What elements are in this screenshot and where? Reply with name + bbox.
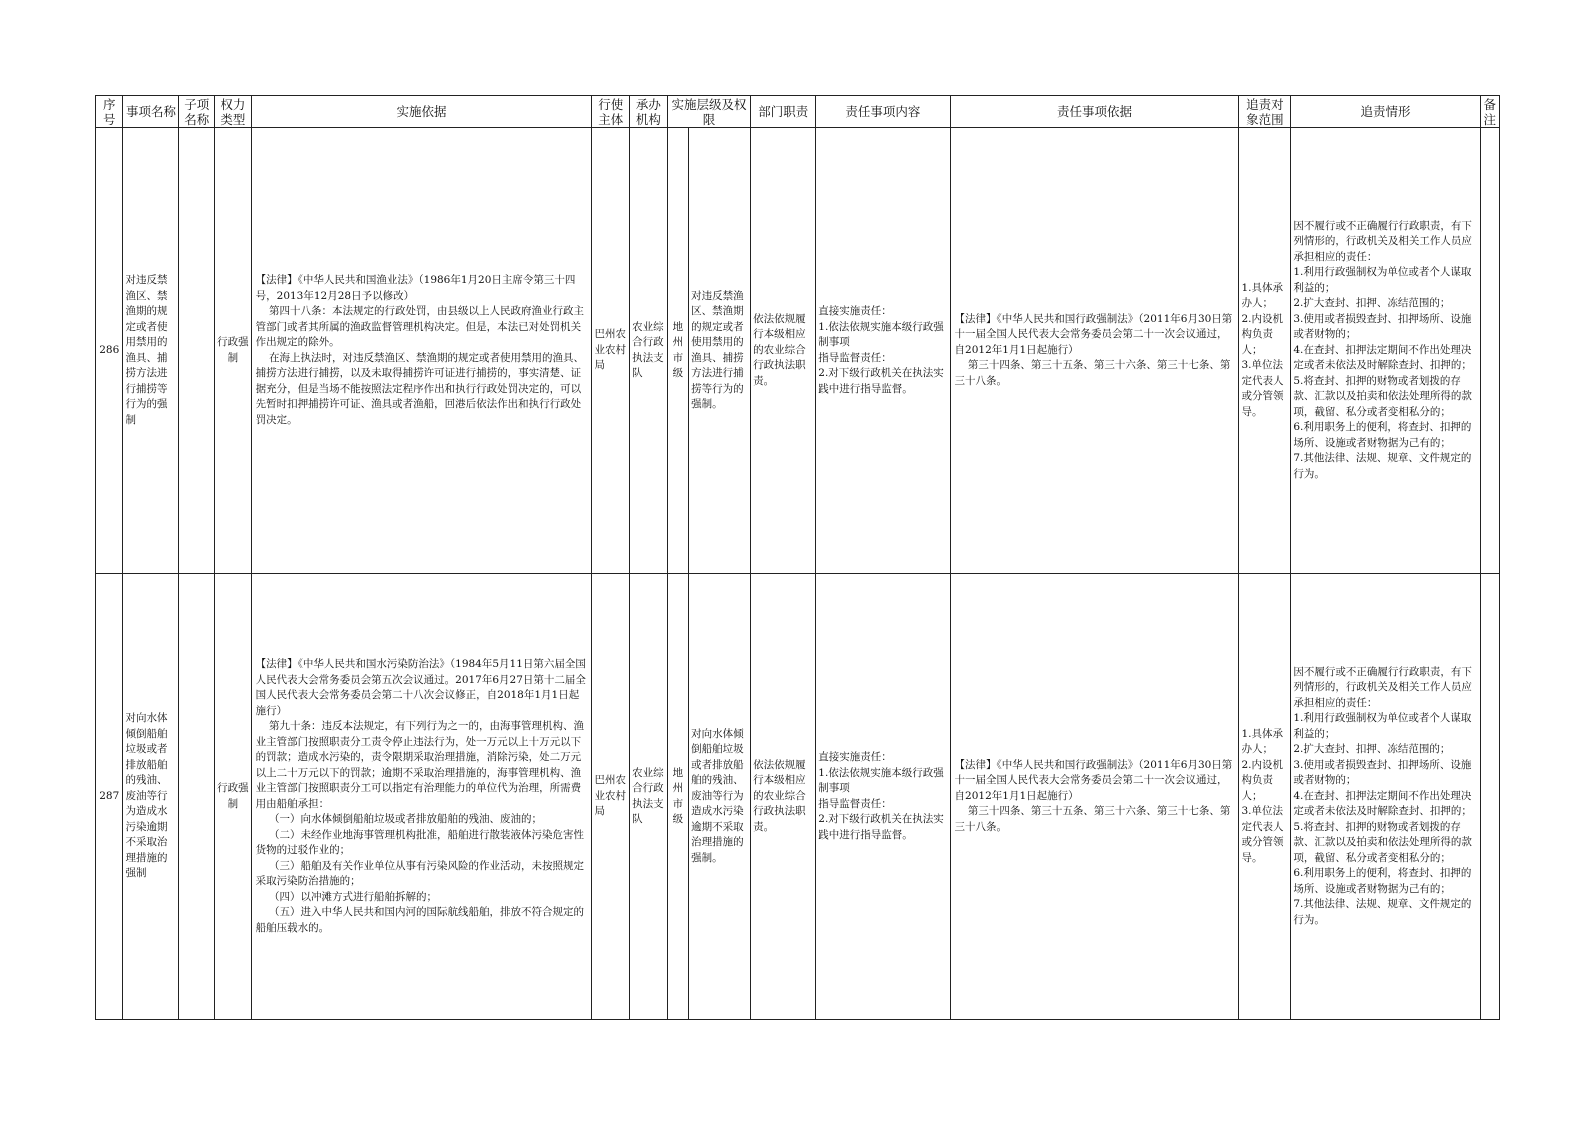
row-cases: 因不履行或不正确履行行政职责，有下列情形的，行政机关及相关工作人员应承担相应的责任： 1.利用行政强制权为单位或者个人谋取利益的； 2.扩大查封、扣押、冻结范围的； 3.使用或者损毁查封、扣押场所、设施或者财物的； 4.在查封、扣押法定期间不作出处理决定或者未依法及时解除查封、扣押的； 5.将查封、扣押的财物或者划拨的存款、汇款以及拍卖和依法处理所得的款项，截留、私分或者变相私分的； 6.利用职务上的便利，将查封、扣押的场所、设施或者财物据为己有的； 7.其他法律、法规、规章、文件规定的行为。: [1291, 574, 1480, 1020]
row-seq: 287: [96, 574, 123, 1020]
row-sub-name: [179, 128, 215, 574]
row-note: [1480, 574, 1499, 1020]
row-duty: 依法依规履行本级相应的农业综合行政执法职责。: [751, 128, 816, 574]
row-subject: 巴州农业农村局: [592, 128, 630, 574]
header-duty: 部门职责: [751, 96, 816, 128]
row-basis: 【法律】《中华人民共和国水污染防治法》（1984年5月11日第六届全国人民代表大会常务委员会第五次会议通过。2017年6月27日第十二届全国人民代表大会常务委员会第二十八次会议修正，自2018年1月1日起施行） 第九十条：违反本法规定，有下列行为之一的，由海事管理机构、渔业主管部门按照职责分工责令停止违法行为，处一万元以上十万元以下的罚款；造成水污染的，责令限期采取治理措施，消除污染，处二万元以上二十万元以下的罚款；逾期不采取治理措施的，海事管理机构、渔业主管部门按照职责分工可以指定有治理能力的单位代为治理，所需费用由船舶承担： （一）向水体倾倒船舶垃圾或者排放船舶的残油、废油的； （二）未经作业地海事管理机构批准，船舶进行散装液体污染危害性货物的过驳作业的； （三）船舶及有关作业单位从事有污染风险的作业活动，未按照规定采取污染防治措施的； （四）以冲滩方式进行船舶拆解的； （五）进入中华人民共和国内河的国际航线船舶，排放不符合规定的船舶压载水的。: [251, 574, 592, 1020]
row-scope: 1.具体承办人； 2.内设机构负责人； 3.单位法定代表人或分管领导。: [1239, 574, 1291, 1020]
row-content: 直接实施责任： 1.依法依规实施本级行政强制事项 指导监督责任： 2.对下级行政机关在执法实践中进行指导监督。: [816, 128, 950, 574]
row-duty: 依法依规履行本级相应的农业综合行政执法职责。: [751, 574, 816, 1020]
row-authority: 对违反禁渔区、禁渔期的规定或者使用禁用的渔具、捕捞方法进行捕捞等行为的强制。: [689, 128, 751, 574]
header-scope: 追责对象范围: [1239, 96, 1291, 128]
row-resp-basis: 【法律】《中华人民共和国行政强制法》（2011年6月30日第十一届全国人民代表大会常务委员会第二十一次会议通过，自2012年1月1日起施行） 第三十四条、第三十五条、第三十六条、第三十七条、第三十八条。: [950, 574, 1239, 1020]
table-row: [96, 574, 1500, 1020]
table-row: [96, 128, 1500, 574]
row-resp-basis: 【法律】《中华人民共和国行政强制法》（2011年6月30日第十一届全国人民代表大会常务委员会第二十一次会议通过，自2012年1月1日起施行） 第三十四条、第三十五条、第三十六条、第三十七条、第三十八条。: [950, 128, 1239, 574]
row-seq: 286: [96, 128, 123, 574]
row-cases: 因不履行或不正确履行行政职责，有下列情形的，行政机关及相关工作人员应承担相应的责任： 1.利用行政强制权为单位或者个人谋取利益的； 2.扩大查封、扣押、冻结范围的； 3.使用或者损毁查封、扣押场所、设施或者财物的； 4.在查封、扣押法定期间不作出处理决定或者未依法及时解除查封、扣押的； 5.将查封、扣押的财物或者划拨的存款、汇款以及拍卖和依法处理所得的款项，截留、私分或者变相私分的； 6.利用职务上的便利，将查封、扣押的场所、设施或者财物据为己有的； 7.其他法律、法规、规章、文件规定的行为。: [1291, 128, 1480, 574]
header-seq: 序号: [96, 96, 123, 128]
row-level: 地州市级: [667, 128, 688, 574]
header-content: 责任事项内容: [816, 96, 950, 128]
row-item-name: 对向水体倾倒船舶垃圾或者排放船舶的残油、废油等行为造成水污染逾期不采取治理措施的强制: [123, 574, 179, 1020]
row-power-type: 行政强制: [215, 128, 252, 574]
header-resp-basis: 责任事项依据: [950, 96, 1239, 128]
header-org: 承办机构: [630, 96, 668, 128]
row-sub-name: [179, 574, 215, 1020]
row-note: [1480, 128, 1499, 574]
row-scope: 1.具体承办人； 2.内设机构负责人； 3.单位法定代表人或分管领导。: [1239, 128, 1291, 574]
header-row: [96, 96, 1500, 128]
header-note: 备注: [1480, 96, 1499, 128]
row-item-name: 对违反禁渔区、禁渔期的规定或者使用禁用的渔具、捕捞方法进行捕捞等行为的强制: [123, 128, 179, 574]
row-basis: 【法律】《中华人民共和国渔业法》（1986年1月20日主席令第三十四号，2013年12月28日予以修改） 第四十八条：本法规定的行政处罚，由县级以上人民政府渔业行政主管部门或者其所属的渔政监督管理机构决定。但是，本法已对处罚机关作出规定的除外。 在海上执法时，对违反禁渔区、禁渔期的规定或者使用禁用的渔具、捕捞方法进行捕捞，以及未取得捕捞许可证进行捕捞的，事实清楚、证据充分，但是当场不能按照法定程序作出和执行行政处罚决定的，可以先暂时扣押捕捞许可证、渔具或者渔船，回港后依法作出和执行行政处罚决定。: [251, 128, 592, 574]
header-basis: 实施依据: [251, 96, 592, 128]
row-org: 农业综合行政执法支队: [630, 574, 668, 1020]
header-name: 事项名称: [123, 96, 179, 128]
header-cases: 追责情形: [1291, 96, 1480, 128]
row-authority: 对向水体倾倒船舶垃圾或者排放船舶的残油、废油等行为造成水污染逾期不采取治理措施的强制。: [689, 574, 751, 1020]
row-org: 农业综合行政执法支队: [630, 128, 668, 574]
row-level: 地州市级: [667, 574, 688, 1020]
row-subject: 巴州农业农村局: [592, 574, 630, 1020]
row-power-type: 行政强制: [215, 574, 252, 1020]
responsibility-table: [95, 95, 1500, 1020]
row-content: 直接实施责任： 1.依法依规实施本级行政强制事项 指导监督责任： 2.对下级行政机关在执法实践中进行指导监督。: [816, 574, 950, 1020]
header-subject: 行使主体: [592, 96, 630, 128]
header-type: 权力类型: [215, 96, 252, 128]
header-level: 实施层级及权限: [667, 96, 750, 128]
header-sub: 子项名称: [179, 96, 215, 128]
